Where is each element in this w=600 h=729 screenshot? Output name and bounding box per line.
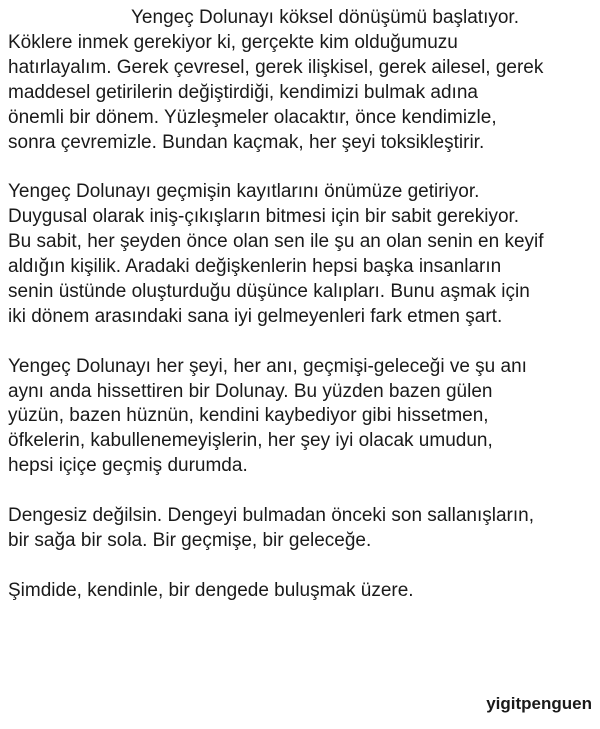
text-line: iki dönem arasındaki sana iyi gelmeyenleri fark etmen şart. xyxy=(8,305,503,327)
text-line: öfkelerin, kabullenemeyişlerin, her şey iyi olacak umudun, xyxy=(8,430,493,452)
text-line: Yengeç Dolunayı geçmişin kayıtlarını önümüze getiriyor. xyxy=(8,181,480,203)
text-line: yüzün, bazen hüznün, kendini kaybediyor gibi hissetmen, xyxy=(8,405,489,427)
text-line: aynı anda hissettiren bir Dolunay. Bu yüzden bazen gülen xyxy=(8,380,493,402)
text-line: sonra çevremizle. Bundan kaçmak, her şeyi toksikleştirir. xyxy=(8,131,485,153)
text-line: aldığın kişilik. Aradaki değişkenlerin hepsi başka insanların xyxy=(8,256,502,278)
paragraph-1 xyxy=(8,6,598,155)
text-line: Yengeç Dolunayı köksel dönüşümü başlatıyor. xyxy=(131,7,519,28)
text-line: Köklere inmek gerekiyor ki, gerçekte kim olduğumuzu xyxy=(8,31,458,53)
text-line: önemli bir dönem. Yüzleşmeler olacaktır, önce kendimizle, xyxy=(8,106,497,128)
text-line: Yengeç Dolunayı her şeyi, her anı, geçmişi-geleceği ve şu anı xyxy=(8,355,527,377)
paragraph-5 xyxy=(8,579,598,604)
text-line: bir sağa bir sola. Bir geçmişe, bir geleceğe. xyxy=(8,529,372,551)
text-line: Bu sabit, her şeyden önce olan sen ile şu an olan senin en keyif xyxy=(8,231,544,253)
body-text xyxy=(8,6,598,629)
author-signature: yigitpenguen xyxy=(486,694,592,713)
paragraph-3 xyxy=(8,355,598,480)
text-line: Şimdide, kendinle, bir dengede buluşmak üzere. xyxy=(8,579,414,601)
text-line: senin üstünde oluşturduğu düşünce kalıpları. Bunu aşmak için xyxy=(8,280,530,302)
text-line: Duygusal olarak iniş-çıkışların bitmesi için bir sabit gerekiyor. xyxy=(8,206,520,228)
paragraph-2 xyxy=(8,180,598,329)
text-line: hepsi içiçe geçmiş durumda. xyxy=(8,455,248,477)
text-line: Dengesiz değilsin. Dengeyi bulmadan önceki son sallanışların, xyxy=(8,505,534,527)
text-line: maddesel getirilerin değiştirdiği, kendimizi bulmak adına xyxy=(8,81,478,103)
paragraph-4 xyxy=(8,504,598,554)
text-line: hatırlayalım. Gerek çevresel, gerek ilişkisel, gerek ailesel, gerek xyxy=(8,56,544,78)
